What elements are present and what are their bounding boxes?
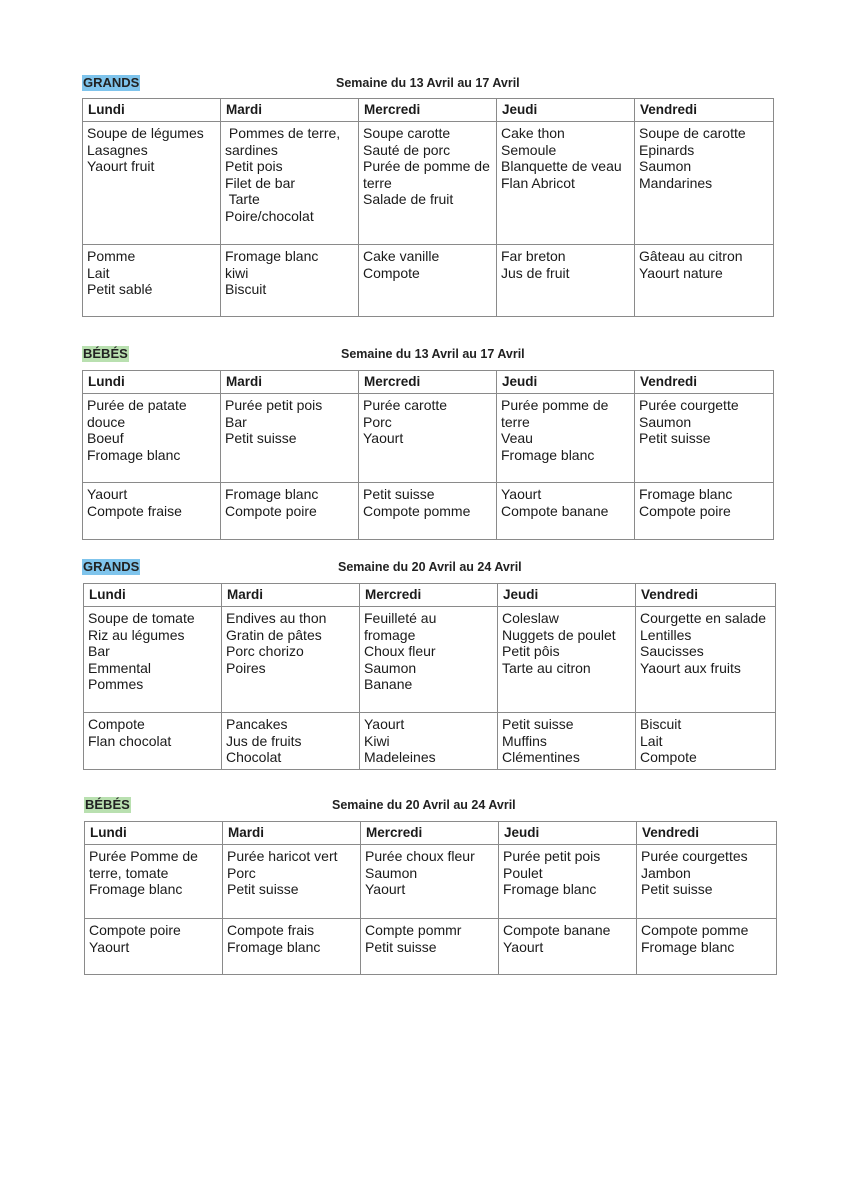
menu-item: Petit pois (225, 158, 283, 174)
menu-item: sardines (225, 141, 278, 158)
week-title: Semaine du 20 Avril au 24 Avril (332, 798, 516, 812)
menu-item: Coleslaw (502, 610, 559, 626)
menu-item: Yaourt fruit (87, 158, 155, 174)
menu-item: Yaourt (89, 938, 130, 955)
lunch-cell (83, 394, 221, 483)
menu-item: Pancakes (226, 716, 288, 732)
menu-item: Purée de patate (87, 397, 187, 413)
menu-item: Yaourt (364, 716, 405, 732)
menu-item: Purée carotte (363, 397, 448, 413)
menu-item: Courgette en salade (640, 610, 767, 626)
snack-cell (359, 483, 497, 540)
menu-item: Biscuit (640, 716, 682, 732)
menu-item: Flan chocolat (88, 732, 172, 749)
snack-cell (84, 713, 222, 770)
menu-item: Compote banane (501, 502, 609, 519)
menu-item: Lait (640, 732, 663, 749)
lunch-cell (359, 394, 497, 483)
menu-item: Purée pomme de (501, 397, 609, 413)
snack-cell (635, 245, 774, 317)
day-header: Mardi (221, 371, 359, 394)
menu-item: Banane (364, 676, 413, 692)
menu-item: Porc (363, 413, 392, 430)
snack-cell (497, 483, 635, 540)
lunch-cell (497, 394, 635, 483)
menu-item: Yaourt (87, 486, 128, 502)
menu-item: terre (363, 174, 392, 191)
menu-item: Feuilleté au (364, 610, 437, 626)
menu-item: Petit sablé (87, 281, 153, 297)
group-label: GRANDS (83, 559, 140, 574)
snack-row (83, 483, 774, 540)
menu-item: Petit suisse (363, 486, 435, 502)
menu-section-1 (82, 75, 774, 297)
menu-item: Pommes de terre, (225, 125, 341, 141)
menu-item: terre, tomate (89, 864, 169, 881)
menu-item: douce (87, 413, 126, 430)
menu-item: Purée petit pois (225, 397, 323, 413)
lunch-cell (85, 845, 223, 919)
day-header: Lundi (83, 371, 221, 394)
menu-item: Yaourt nature (639, 264, 723, 281)
lunch-cell (360, 607, 498, 713)
lunch-cell (222, 607, 360, 713)
lunch-cell (221, 394, 359, 483)
group-label: GRANDS (83, 75, 140, 90)
snack-cell (499, 919, 637, 975)
snack-cell (637, 919, 777, 975)
menu-item: Petit suisse (502, 716, 574, 732)
menu-item: Gratin de pâtes (226, 626, 322, 643)
menu-item: Purée courgettes (641, 848, 748, 864)
menu-table (84, 821, 777, 975)
menu-item: Fromage blanc (87, 446, 181, 463)
menu-item: Petit suisse (365, 938, 437, 955)
menu-item: Salade de fruit (363, 191, 454, 207)
snack-row (83, 245, 774, 317)
menu-item: Petit suisse (639, 430, 711, 446)
menu-item: Purée Pomme de (89, 848, 198, 864)
day-header: Mercredi (359, 371, 497, 394)
snack-cell (359, 245, 497, 317)
menu-item: Compote poire (639, 502, 731, 519)
menu-item: Soupe de carotte (639, 125, 746, 141)
menu-item: Blanquette de veau (501, 158, 622, 174)
lunch-cell (84, 607, 222, 713)
menu-item: Petit pôis (502, 643, 560, 659)
menu-item: Fromage blanc (641, 938, 735, 955)
menu-item: Nuggets de poulet (502, 626, 616, 643)
menu-item: kiwi (225, 264, 249, 281)
menu-table (82, 370, 774, 540)
lunch-cell (635, 394, 774, 483)
menu-section-4 (84, 797, 777, 955)
menu-item: Filet de bar (225, 174, 296, 191)
snack-cell (497, 245, 635, 317)
menu-item: Fromage blanc (225, 486, 319, 502)
menu-item: Sauté de porc (363, 141, 451, 158)
menu-item: Cake thon (501, 125, 565, 141)
menu-section-3 (82, 559, 776, 765)
menu-item: Porc (227, 864, 256, 881)
menu-item: Muffins (502, 732, 547, 749)
day-header: Mardi (221, 99, 359, 122)
lunch-row (83, 394, 774, 483)
snack-cell (636, 713, 776, 770)
menu-item: Soupe carotte (363, 125, 451, 141)
menu-item: Saumon (639, 413, 692, 430)
lunch-row (85, 845, 777, 919)
day-header: Jeudi (497, 99, 635, 122)
day-header: Mercredi (359, 99, 497, 122)
menu-item: Emmental (88, 659, 152, 676)
day-header: Vendredi (637, 822, 777, 845)
menu-item: Soupe de légumes (87, 125, 204, 141)
snack-cell (361, 919, 499, 975)
day-header: Vendredi (635, 99, 774, 122)
menu-item: Bar (88, 643, 110, 659)
menu-item: Purée courgette (639, 397, 739, 413)
day-header: Mardi (223, 822, 361, 845)
menu-item: Saumon (364, 659, 417, 676)
menu-item: Fromage blanc (89, 881, 183, 897)
menu-item: Fromage blanc (225, 248, 319, 264)
menu-item: Compote banane (503, 922, 611, 938)
snack-cell (83, 483, 221, 540)
lunch-cell (637, 845, 777, 919)
menu-table (82, 98, 774, 317)
menu-item: Lait (87, 264, 110, 281)
menu-item: Chocolat (226, 749, 282, 765)
menu-item: Poires (226, 659, 266, 676)
day-header: Jeudi (499, 822, 637, 845)
menu-item: Yaourt aux fruits (640, 659, 741, 676)
snack-row (85, 919, 777, 975)
menu-item: Poire/chocolat (225, 207, 314, 224)
menu-item: Fromage blanc (501, 446, 595, 463)
menu-item: Gâteau au citron (639, 248, 743, 264)
day-header: Lundi (83, 99, 221, 122)
menu-item: Compote fraise (87, 502, 182, 519)
menu-item: Cake vanille (363, 248, 440, 264)
menu-item: Compote (88, 716, 145, 732)
menu-item: Purée petit pois (503, 848, 601, 864)
snack-cell (223, 919, 361, 975)
day-header-row (83, 99, 774, 122)
menu-item: Porc chorizo (226, 643, 304, 659)
menu-item: Biscuit (225, 281, 267, 297)
menu-item: Compote frais (227, 922, 315, 938)
lunch-cell (499, 845, 637, 919)
week-title: Semaine du 13 Avril au 17 Avril (341, 347, 525, 361)
menu-item: Riz au légumes (88, 626, 185, 643)
menu-item: Clémentines (502, 749, 580, 765)
menu-section-2 (82, 346, 774, 519)
menu-item: Pommes (88, 676, 144, 692)
menu-item: Jus de fruit (501, 264, 570, 281)
menu-item: Fromage blanc (227, 938, 321, 955)
menu-item: Lasagnes (87, 141, 148, 158)
menu-item: Semoule (501, 141, 557, 158)
day-header: Mardi (222, 584, 360, 607)
menu-item: Yaourt (503, 938, 544, 955)
menu-item: Fromage blanc (503, 881, 597, 897)
day-header-row (84, 584, 776, 607)
lunch-row (84, 607, 776, 713)
menu-item: Jambon (641, 864, 691, 881)
day-header: Lundi (84, 584, 222, 607)
menu-item: Soupe de tomate (88, 610, 195, 626)
menu-table (83, 583, 776, 770)
menu-item: Yaourt (363, 430, 404, 446)
menu-item: Jus de fruits (226, 732, 302, 749)
menu-item: Saucisses (640, 643, 704, 659)
menu-item: Saumon (639, 158, 692, 174)
menu-item: Flan Abricot (501, 174, 575, 191)
menu-item: Yaourt (365, 881, 406, 897)
snack-cell (221, 245, 359, 317)
menu-item: Veau (501, 430, 533, 446)
menu-item: Pomme (87, 248, 136, 264)
lunch-cell (635, 122, 774, 245)
lunch-cell (83, 122, 221, 245)
snack-cell (635, 483, 774, 540)
day-header: Jeudi (498, 584, 636, 607)
lunch-row (83, 122, 774, 245)
group-label: BÉBÉS (85, 797, 130, 812)
group-label: BÉBÉS (83, 346, 128, 361)
menu-item: Compote (363, 264, 420, 281)
day-header: Lundi (85, 822, 223, 845)
menu-item: Lentilles (640, 626, 692, 643)
menu-item: Purée haricot vert (227, 848, 338, 864)
week-title: Semaine du 13 Avril au 17 Avril (336, 76, 520, 90)
menu-item: Fromage blanc (639, 486, 733, 502)
lunch-cell (359, 122, 497, 245)
menu-item: Compote poire (225, 502, 317, 519)
day-header: Vendredi (636, 584, 776, 607)
day-header-row (83, 371, 774, 394)
menu-item: Tarte (225, 191, 260, 207)
menu-item: Endives au thon (226, 610, 327, 626)
lunch-cell (497, 122, 635, 245)
menu-item: Compote poire (89, 922, 181, 938)
day-header: Mercredi (360, 584, 498, 607)
week-title: Semaine du 20 Avril au 24 Avril (338, 560, 522, 574)
snack-cell (85, 919, 223, 975)
lunch-cell (498, 607, 636, 713)
menu-item: Petit suisse (227, 881, 299, 897)
menu-item: Madeleines (364, 749, 436, 765)
menu-item: Petit suisse (641, 881, 713, 897)
day-header-row (85, 822, 777, 845)
menu-item: Compote pomme (641, 922, 749, 938)
menu-item: Compote (640, 749, 697, 765)
day-header: Mercredi (361, 822, 499, 845)
menu-item: fromage (364, 626, 416, 643)
menu-item: Tarte au citron (502, 659, 591, 676)
menu-item: Boeuf (87, 430, 124, 446)
menu-item: Far breton (501, 248, 566, 264)
menu-item: terre (501, 413, 530, 430)
lunch-cell (221, 122, 359, 245)
snack-cell (498, 713, 636, 770)
lunch-cell (361, 845, 499, 919)
lunch-cell (223, 845, 361, 919)
menu-item: Poulet (503, 864, 543, 881)
menu-item: Purée de pomme de (363, 158, 490, 174)
snack-cell (221, 483, 359, 540)
menu-item: Purée choux fleur (365, 848, 475, 864)
menu-item: Kiwi (364, 732, 390, 749)
menu-item: Bar (225, 413, 247, 430)
menu-item: Saumon (365, 864, 418, 881)
menu-item: Choux fleur (364, 643, 436, 659)
day-header: Vendredi (635, 371, 774, 394)
snack-cell (360, 713, 498, 770)
menu-item: Yaourt (501, 486, 542, 502)
menu-item: Compte pommr (365, 922, 462, 938)
snack-cell (222, 713, 360, 770)
day-header: Jeudi (497, 371, 635, 394)
menu-item: Compote pomme (363, 502, 471, 519)
menu-item: Epinards (639, 141, 695, 158)
menu-item: Petit suisse (225, 430, 297, 446)
menu-item: Mandarines (639, 174, 713, 191)
snack-cell (83, 245, 221, 317)
snack-row (84, 713, 776, 770)
lunch-cell (636, 607, 776, 713)
